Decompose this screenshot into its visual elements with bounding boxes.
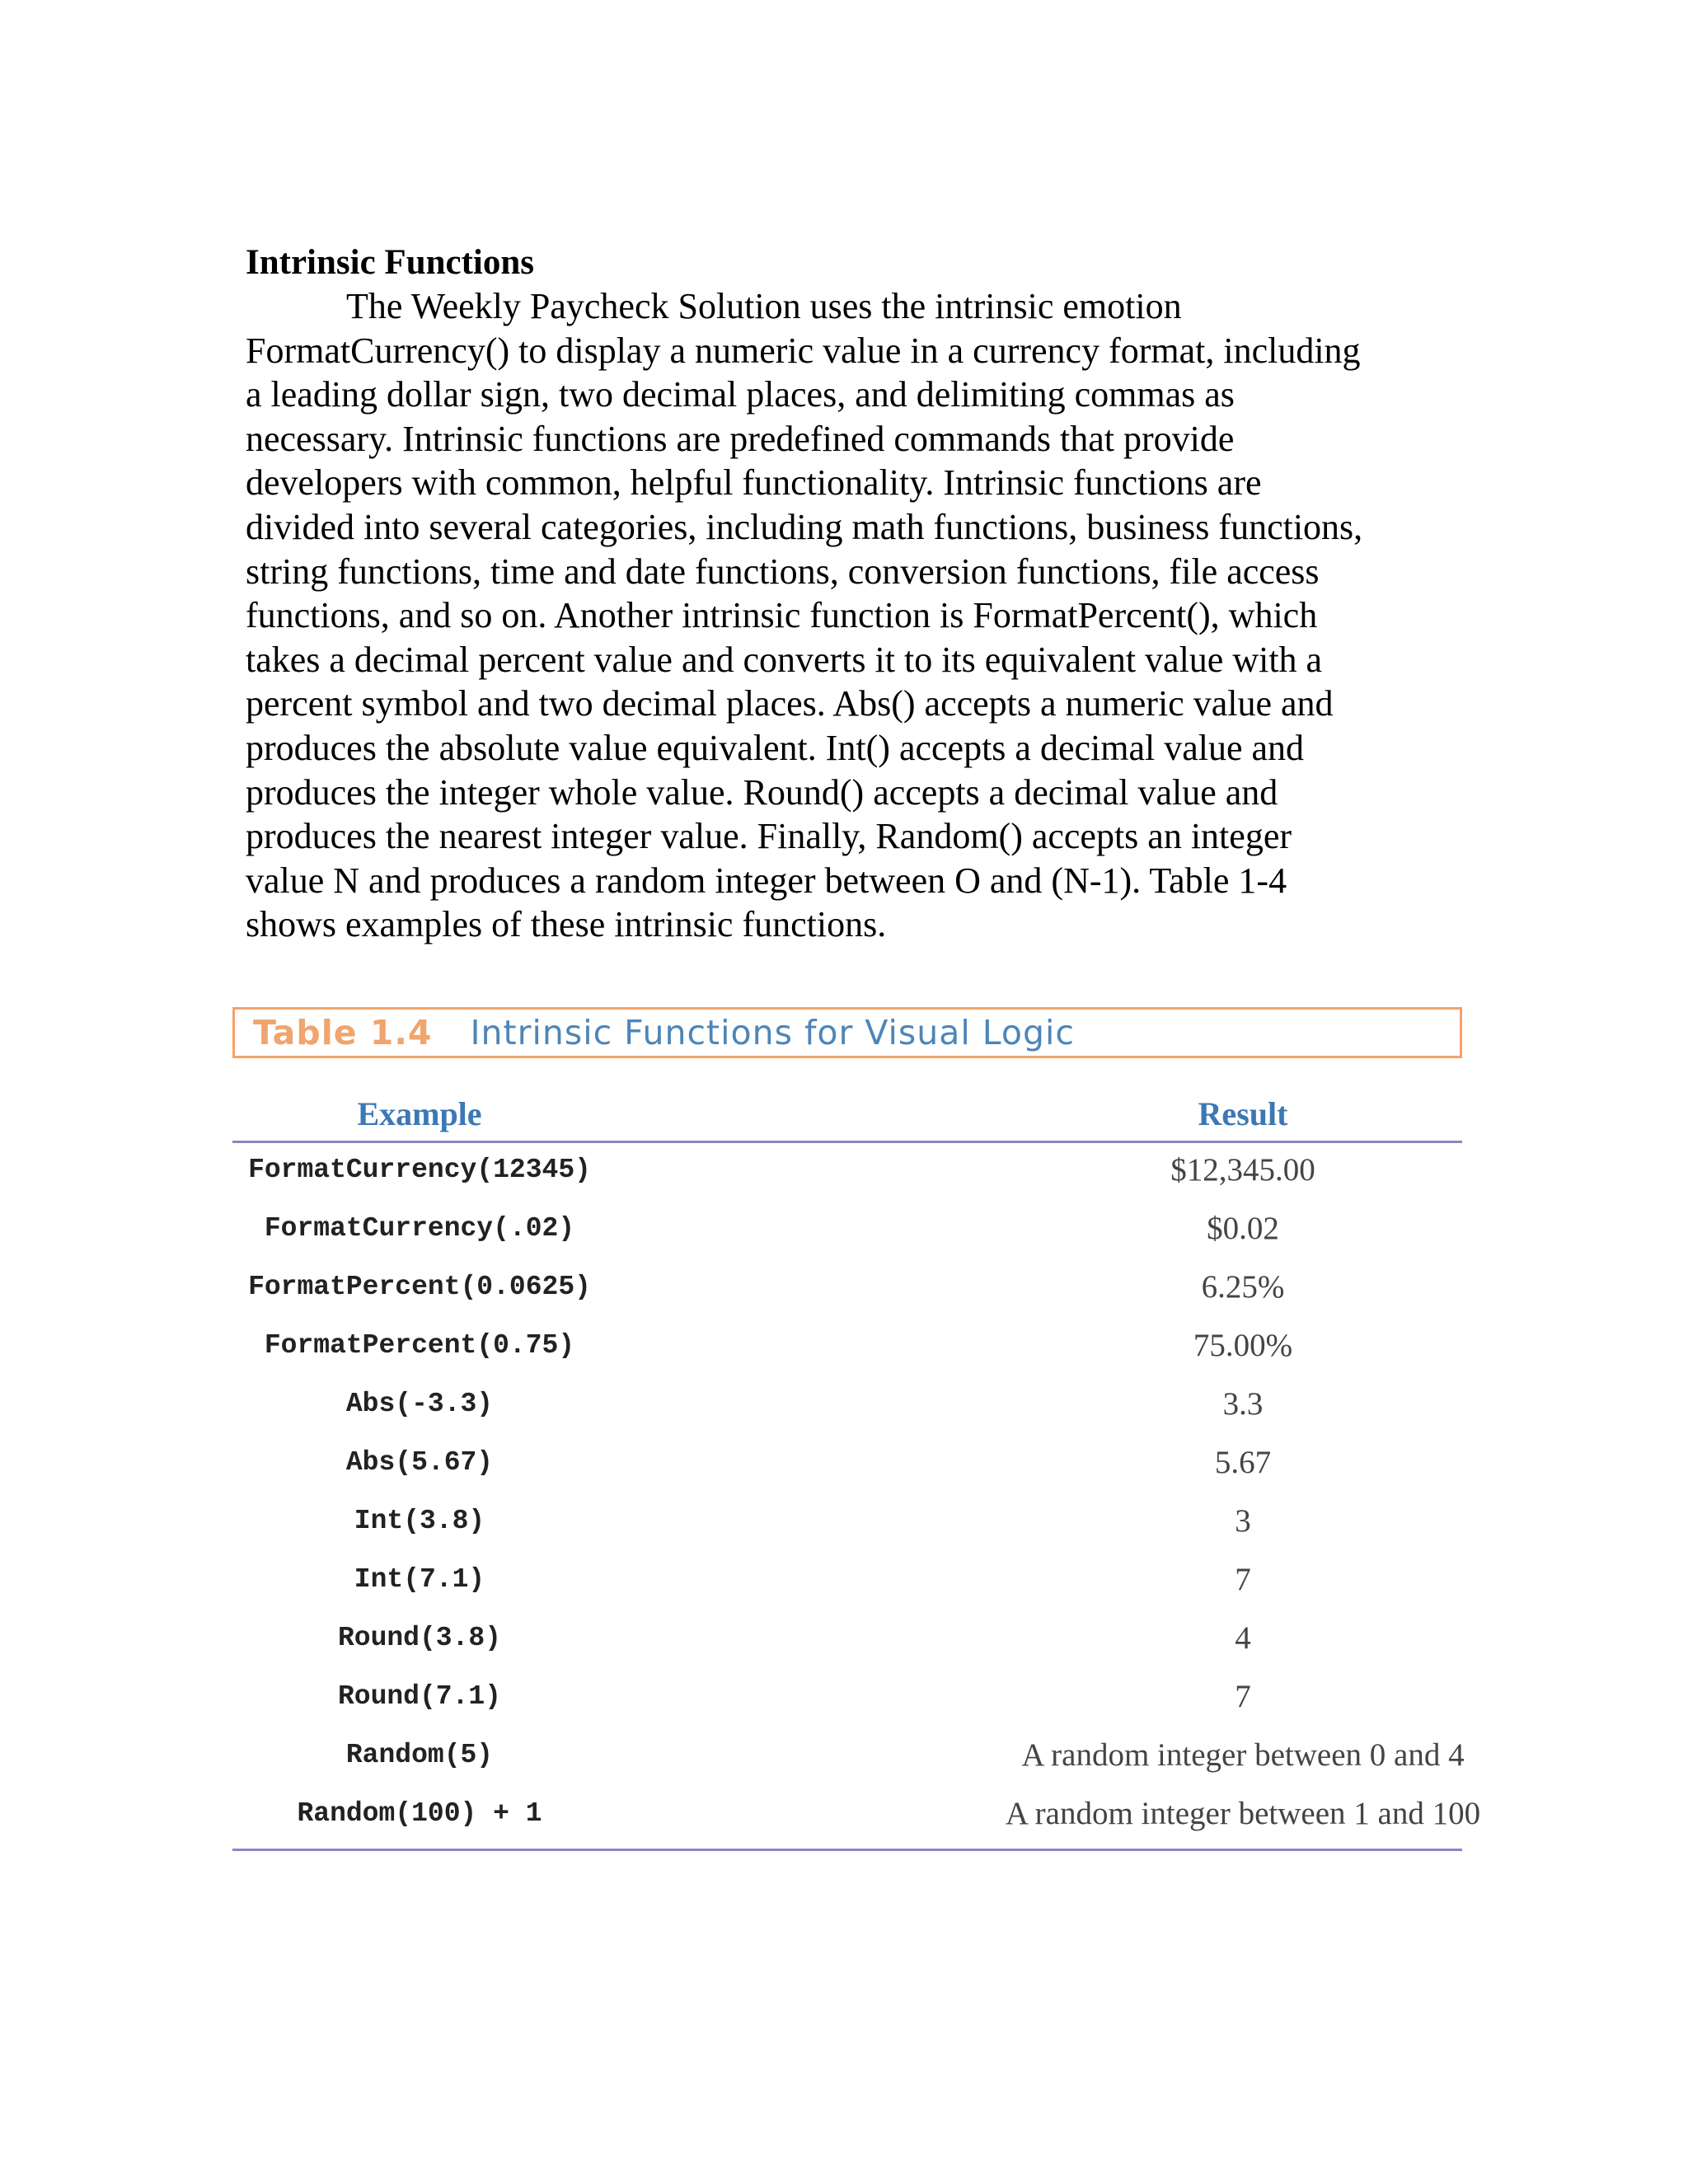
table-row — [232, 1611, 1462, 1670]
result-cell: 75.00% — [1193, 1328, 1293, 1363]
result-cell: 6.25% — [1201, 1269, 1285, 1305]
paragraph-line: developers with common, helpful functionality. Intrinsic functions are — [246, 462, 1262, 504]
table-row — [232, 1202, 1462, 1260]
example-cell: FormatCurrency(12345) — [248, 1155, 591, 1185]
result-cell: A random integer between 1 and 100 — [1005, 1796, 1481, 1831]
section-paragraph — [246, 284, 1465, 947]
result-cell: 5.67 — [1214, 1445, 1272, 1480]
example-cell: Random(100) + 1 — [297, 1798, 542, 1829]
result-cell: $0.02 — [1207, 1211, 1279, 1246]
result-cell: $12,345.00 — [1170, 1152, 1315, 1188]
example-cell: FormatPercent(0.0625) — [248, 1272, 591, 1302]
table-row — [232, 1143, 1462, 1202]
paragraph-line: The Weekly Paycheck Solution uses the intrinsic emotion — [346, 286, 1182, 326]
section-heading: Intrinsic Functions — [246, 243, 535, 282]
paragraph-line: produces the integer whole value. Round() accepts a decimal value and — [246, 771, 1278, 813]
paragraph-line: functions, and so on. Another intrinsic function is FormatPercent(), which — [246, 595, 1318, 636]
example-cell: FormatCurrency(.02) — [264, 1213, 575, 1244]
paragraph-line: percent symbol and two decimal places. Abs() accepts a numeric value and — [246, 683, 1334, 724]
paragraph-line: shows examples of these intrinsic functions. — [246, 904, 887, 945]
result-cell: A random integer between 0 and 4 — [1021, 1737, 1465, 1773]
paragraph-line: value N and produces a random integer between O and (N-1). Table 1-4 — [246, 860, 1287, 901]
functions-table — [232, 1088, 1481, 1851]
table-body — [232, 1143, 1481, 1851]
result-cell: 3 — [1235, 1503, 1251, 1539]
result-cell: 7 — [1235, 1562, 1251, 1597]
example-cell: Round(3.8) — [337, 1623, 502, 1653]
example-cell: Int(3.8) — [354, 1506, 485, 1536]
table-row — [232, 1728, 1465, 1787]
table-row — [232, 1670, 1462, 1728]
table-header-row — [232, 1088, 1462, 1143]
result-cell: 3.3 — [1222, 1386, 1264, 1422]
table-row — [232, 1260, 1462, 1319]
table-row — [232, 1553, 1462, 1611]
paragraph-line: produces the nearest integer value. Finally, Random() accepts an integer — [246, 816, 1292, 857]
paragraph-line: FormatCurrency() to display a numeric value in a currency format, including — [246, 330, 1361, 371]
paragraph-line: a leading dollar sign, two decimal places, and delimiting commas as — [246, 374, 1235, 415]
result-cell: 4 — [1235, 1620, 1251, 1656]
table-row — [232, 1377, 1462, 1436]
table-title: Intrinsic Functions for Visual Logic — [470, 1013, 1075, 1052]
result-cell: 7 — [1235, 1679, 1251, 1714]
table-caption — [232, 1007, 1462, 1058]
example-cell: Round(7.1) — [337, 1681, 502, 1712]
table-row — [232, 1494, 1462, 1553]
column-header-result: Result — [1198, 1095, 1288, 1132]
example-cell: Abs(5.67) — [345, 1447, 494, 1478]
example-cell: Abs(-3.3) — [345, 1389, 494, 1419]
table-row — [232, 1319, 1462, 1377]
table-row — [232, 1787, 1481, 1845]
column-header-example: Example — [357, 1095, 482, 1132]
paragraph-line: string functions, time and date functions, conversion functions, file access — [246, 551, 1320, 592]
example-cell: Random(5) — [345, 1740, 494, 1770]
paragraph-line: necessary. Intrinsic functions are predefined commands that provide — [246, 418, 1235, 459]
section-text — [246, 241, 1465, 947]
paragraph-line: takes a decimal percent value and converts it to its equivalent value with a — [246, 639, 1323, 680]
example-cell: FormatPercent(0.75) — [264, 1330, 575, 1361]
table-number: Table 1.4 — [253, 1013, 433, 1052]
table-row — [232, 1436, 1462, 1494]
paragraph-line: produces the absolute value equivalent. Int() accepts a decimal value and — [246, 727, 1305, 768]
paragraph-line: divided into several categories, including math functions, business functions, — [246, 506, 1363, 547]
example-cell: Int(7.1) — [354, 1564, 485, 1595]
